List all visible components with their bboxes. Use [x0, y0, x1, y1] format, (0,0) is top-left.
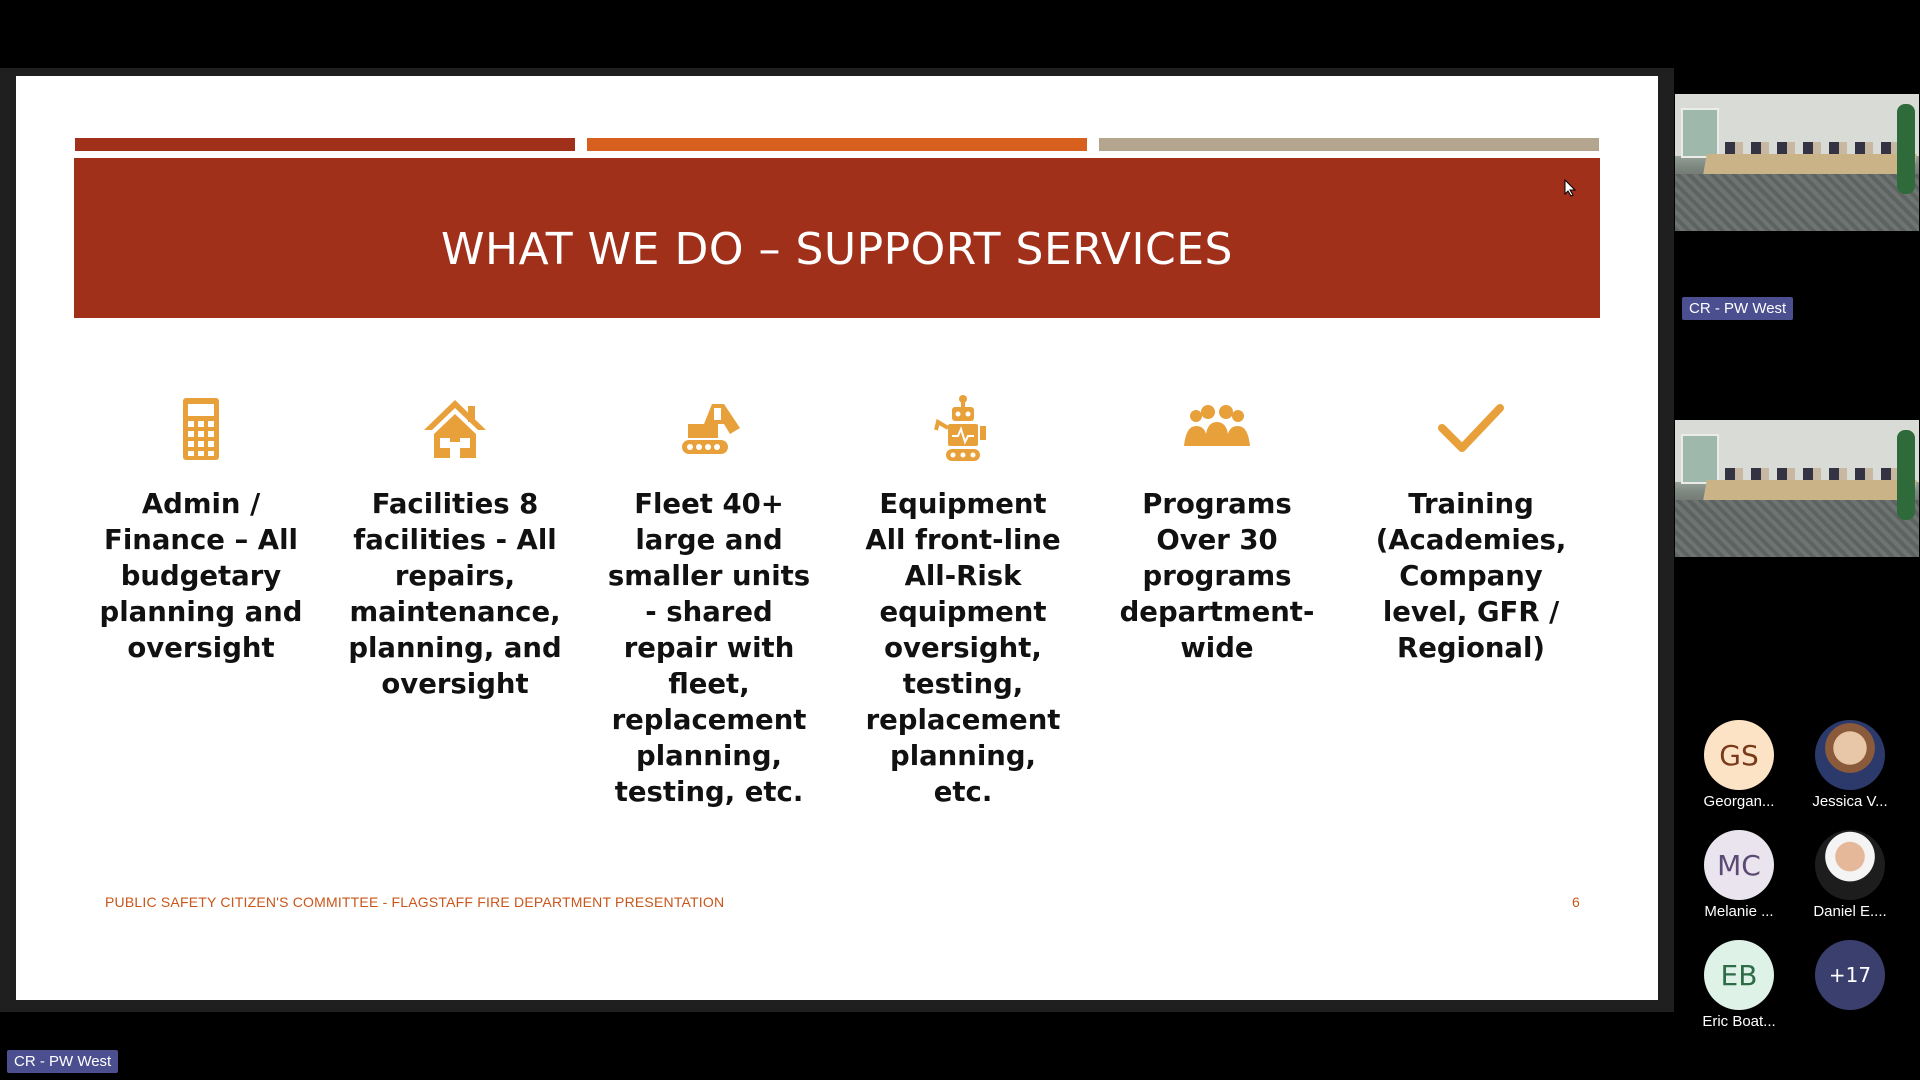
- participant-name: Jessica V...: [1812, 793, 1888, 810]
- accent-stripe-2: [587, 138, 1087, 151]
- participant-tile[interactable]: [1684, 940, 1794, 1030]
- video-plant: [1897, 430, 1915, 520]
- column-admin-finance: [74, 394, 328, 854]
- participant-name: Eric Boat...: [1702, 1013, 1776, 1030]
- service-columns: [74, 394, 1600, 854]
- video-table: [1703, 154, 1917, 174]
- column-facilities: [328, 394, 582, 854]
- calculator-icon: [166, 394, 236, 464]
- participant-name: Georgan...: [1703, 793, 1775, 810]
- participant-tile[interactable]: [1795, 830, 1905, 920]
- participant-tile[interactable]: [1795, 720, 1905, 810]
- participant-name: Melanie ...: [1704, 903, 1774, 920]
- slide-footer: PUBLIC SAFETY CITIZEN'S COMMITTEE - FLAGSTAFF FIRE DEPARTMENT PRESENTATION: [105, 894, 725, 910]
- robot-icon: [928, 394, 998, 464]
- slide-title: WHAT WE DO – SUPPORT SERVICES: [441, 223, 1233, 275]
- avatar-photo: [1815, 720, 1885, 790]
- participant-tile[interactable]: [1684, 720, 1794, 810]
- column-text: Equipment All front-line All-Risk equipment oversight, testing, replacement planning, etc.: [865, 488, 1061, 808]
- video-tile-room-2[interactable]: [1675, 420, 1919, 557]
- participant-name: Daniel E....: [1813, 903, 1887, 920]
- bulldozer-icon: [674, 394, 744, 464]
- title-banner: [74, 158, 1600, 318]
- column-programs: [1090, 394, 1344, 854]
- page-number: 6: [1572, 894, 1580, 910]
- mouse-cursor-icon: [1564, 179, 1576, 197]
- more-count: +17: [1815, 940, 1885, 1010]
- column-text: Admin / Finance – All budgetary planning and oversight: [99, 488, 303, 664]
- avatar: GS: [1704, 720, 1774, 790]
- house-icon: [420, 394, 490, 464]
- column-text: Programs Over 30 programs department-wide: [1119, 488, 1315, 664]
- video-table: [1703, 480, 1917, 500]
- checkmark-icon: [1436, 394, 1506, 464]
- video-floor: [1675, 500, 1919, 557]
- column-text: Fleet 40+ large and smaller units - shared repair with fleet, replacement planning, testing, etc.: [607, 488, 811, 808]
- column-training: [1344, 394, 1598, 854]
- column-equipment: [836, 394, 1090, 854]
- video-plant: [1897, 104, 1915, 194]
- video-tile-room[interactable]: [1675, 94, 1919, 231]
- presenter-name-tag: CR - PW West: [7, 1050, 118, 1073]
- column-text: Training (Academies, Company level, GFR / Regional): [1375, 488, 1567, 664]
- accent-stripe-1: [75, 138, 575, 151]
- video-window: [1681, 108, 1719, 158]
- video-floor: [1675, 174, 1919, 231]
- column-text: Facilities 8 facilities - All repairs, maintenance, planning, and oversight: [348, 488, 562, 700]
- video-name-tag: CR - PW West: [1682, 297, 1793, 320]
- avatar: EB: [1704, 940, 1774, 1010]
- accent-stripe-3: [1099, 138, 1599, 151]
- presentation-slide: [16, 76, 1658, 1000]
- group-icon: [1182, 394, 1252, 464]
- avatar: MC: [1704, 830, 1774, 900]
- video-window: [1681, 434, 1719, 484]
- column-fleet: [582, 394, 836, 854]
- more-participants-button[interactable]: [1795, 940, 1905, 1010]
- participant-tile[interactable]: [1684, 830, 1794, 920]
- avatar-photo: [1815, 830, 1885, 900]
